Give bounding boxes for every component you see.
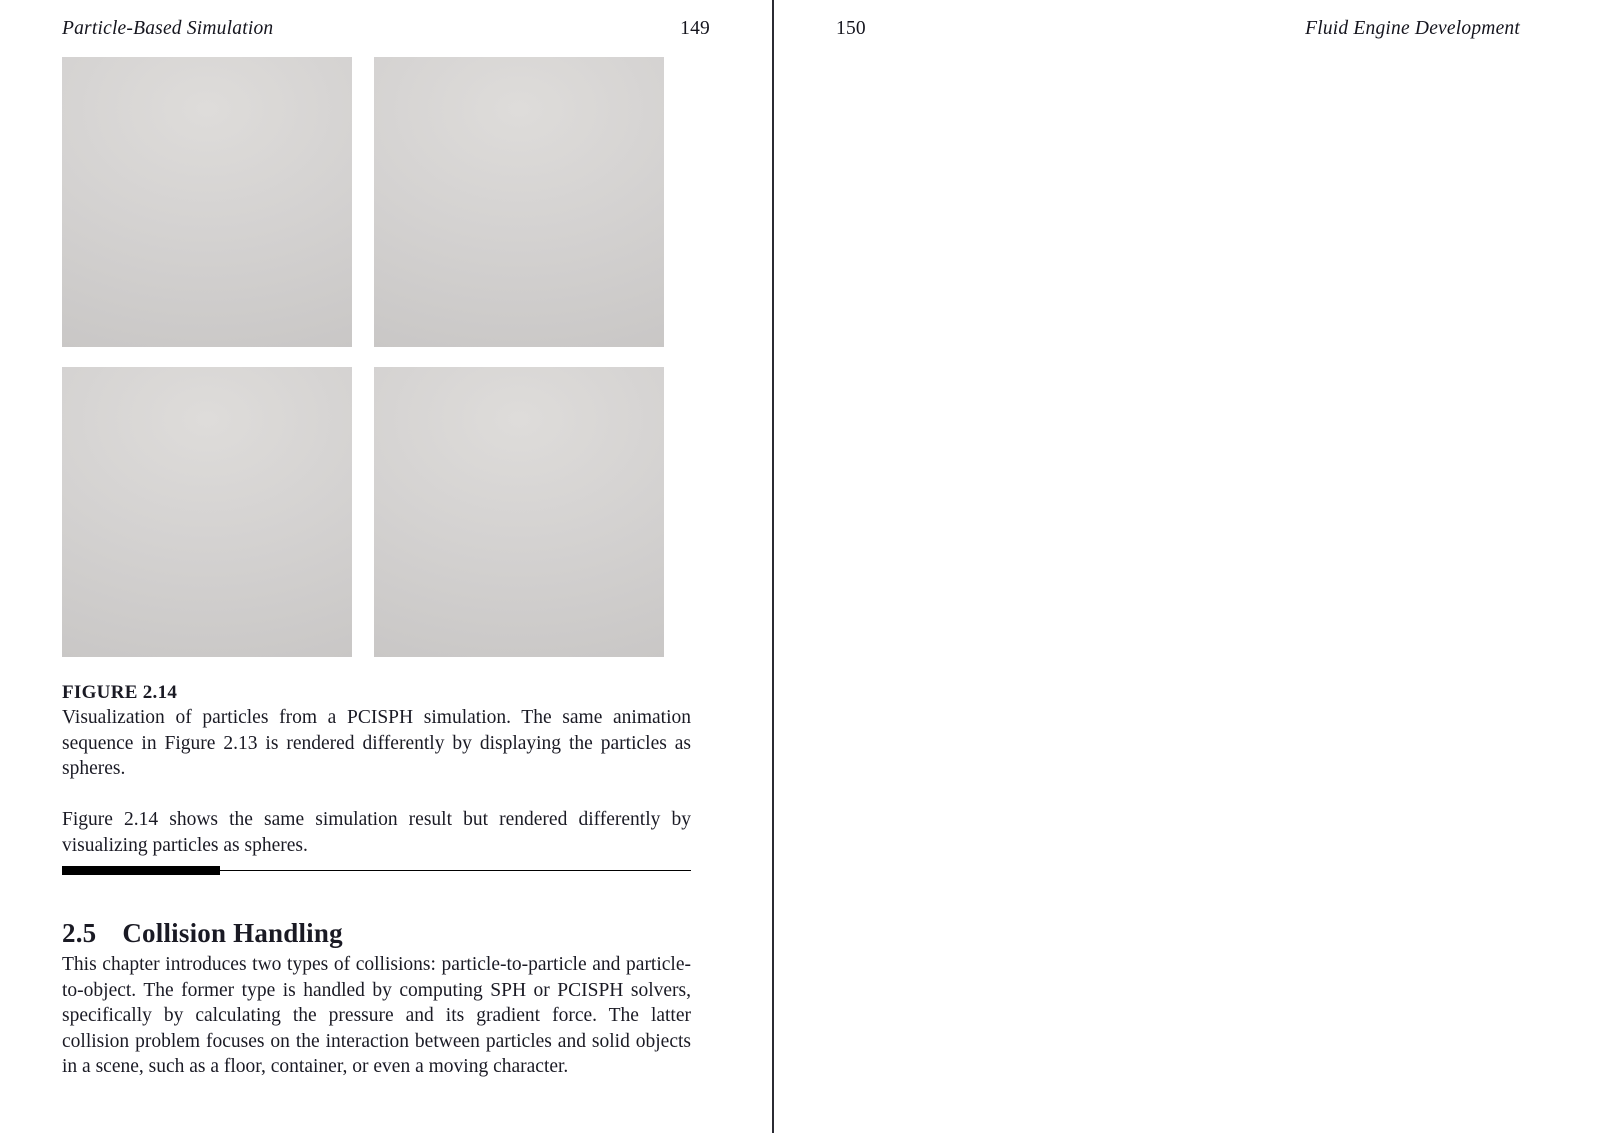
figure-panel-bottom-right [374,367,664,657]
section-rule-thin [220,870,691,871]
figure-panel-top-left [62,57,352,347]
section-number: 2.5 [62,918,97,948]
left-running-head-title: Particle-Based Simulation [62,18,274,39]
section-paragraph: This chapter introduces two types of collisions: particle-to-particle and particle-to-object. The former type is handled by computing SPH or PCISPH solvers, specifically by calculating the pressure and its gradient force. The latter collision problem focuses on the interaction between particles and solid objects in a scene, such as a floor, container, or even a moving character. [62,954,691,1078]
figure-caption-text: Visualization of particles from a PCISPH simulation. The same animation sequence in Figure 2.13 is rendered differently by displaying the particles as spheres. [62,707,691,780]
right-running-head-title: Fluid Engine Development [1305,18,1520,39]
figure-panel-top-right [374,57,664,347]
left-page-number: 149 [680,18,710,39]
left-body-paragraph: Figure 2.14 shows the same simulation result but rendered differently by visualizing particles as spheres. [62,809,691,856]
figure-panel-bottom-left [62,367,352,657]
figure-caption-label: FIGURE 2.14 [62,682,178,703]
left-page [0,0,772,1133]
right-page-number: 150 [836,18,866,39]
figure-2-14-images [62,57,678,657]
section-rule-thick [62,866,220,875]
right-page [774,0,1617,1133]
section-rule [62,866,691,875]
section-title: Collision Handling [122,918,343,948]
section-heading [62,918,343,949]
